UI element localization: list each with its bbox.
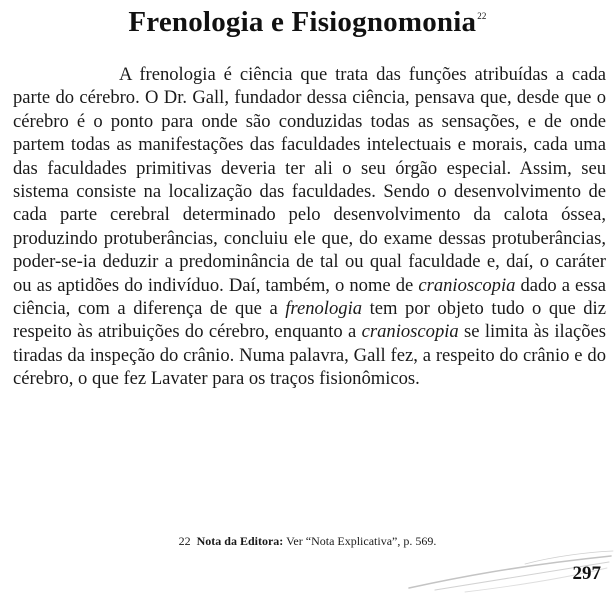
title-text: Frenologia e Fisiognomonia [128, 6, 477, 38]
paragraph-emphasis-3: cranioscopia [361, 321, 459, 343]
paragraph-part-4: se limita às ilações tiradas da inspeção do crânio. Numa palavra, Gall fez, a respeito do crânio e do cérebro, o que fez Lavater para os traços fisionômicos. [13, 321, 606, 390]
paragraph-part-1: A frenologia é ciência que trata das funções atribuídas a cada parte do cérebro. O Dr. Gall, fundador dessa ciência, pensava que, desde que o cérebro é o ponto para onde são conduzidas todas as sensações, e de onde partem todas as manifestações das faculdades intelectuais e morais, cada uma das faculdades primitivas deveria ter ali o seu órgão especial. Assim, seu sistema consiste na localização das faculdades. Sendo o desenvolvimento de cada parte cerebral determinado pelo desenvolvimento da calota óssea, produzindo protuberâncias, concluiu ele que, do exame dessas protuberâncias, poder-se-ia deduzir a predominância de tal ou qual faculdade e, daí, o caráter ou as aptidões do indivíduo. Daí, também, o nome de [13, 64, 606, 296]
title-footnote-ref: 22 [477, 11, 487, 21]
footnote-label: Nota da Editora: [196, 534, 284, 548]
paragraph-part-2: dado a essa ciência, com a diferença de que a [13, 274, 606, 320]
footnote-number: 22 [178, 534, 191, 548]
paragraph-part-3: tem por objeto tudo o que diz respeito às atribuições do cérebro, enquanto a [13, 298, 606, 343]
paragraph-emphasis-2: frenologia [285, 298, 363, 320]
footnote-text: Ver “Nota Explicativa”, p. 569. [283, 534, 437, 548]
paragraph-emphasis-1: cranioscopia [418, 274, 516, 296]
body-paragraph [13, 63, 606, 391]
page-number: 297 [572, 563, 601, 584]
page-title [0, 4, 615, 46]
footnote [0, 533, 615, 549]
